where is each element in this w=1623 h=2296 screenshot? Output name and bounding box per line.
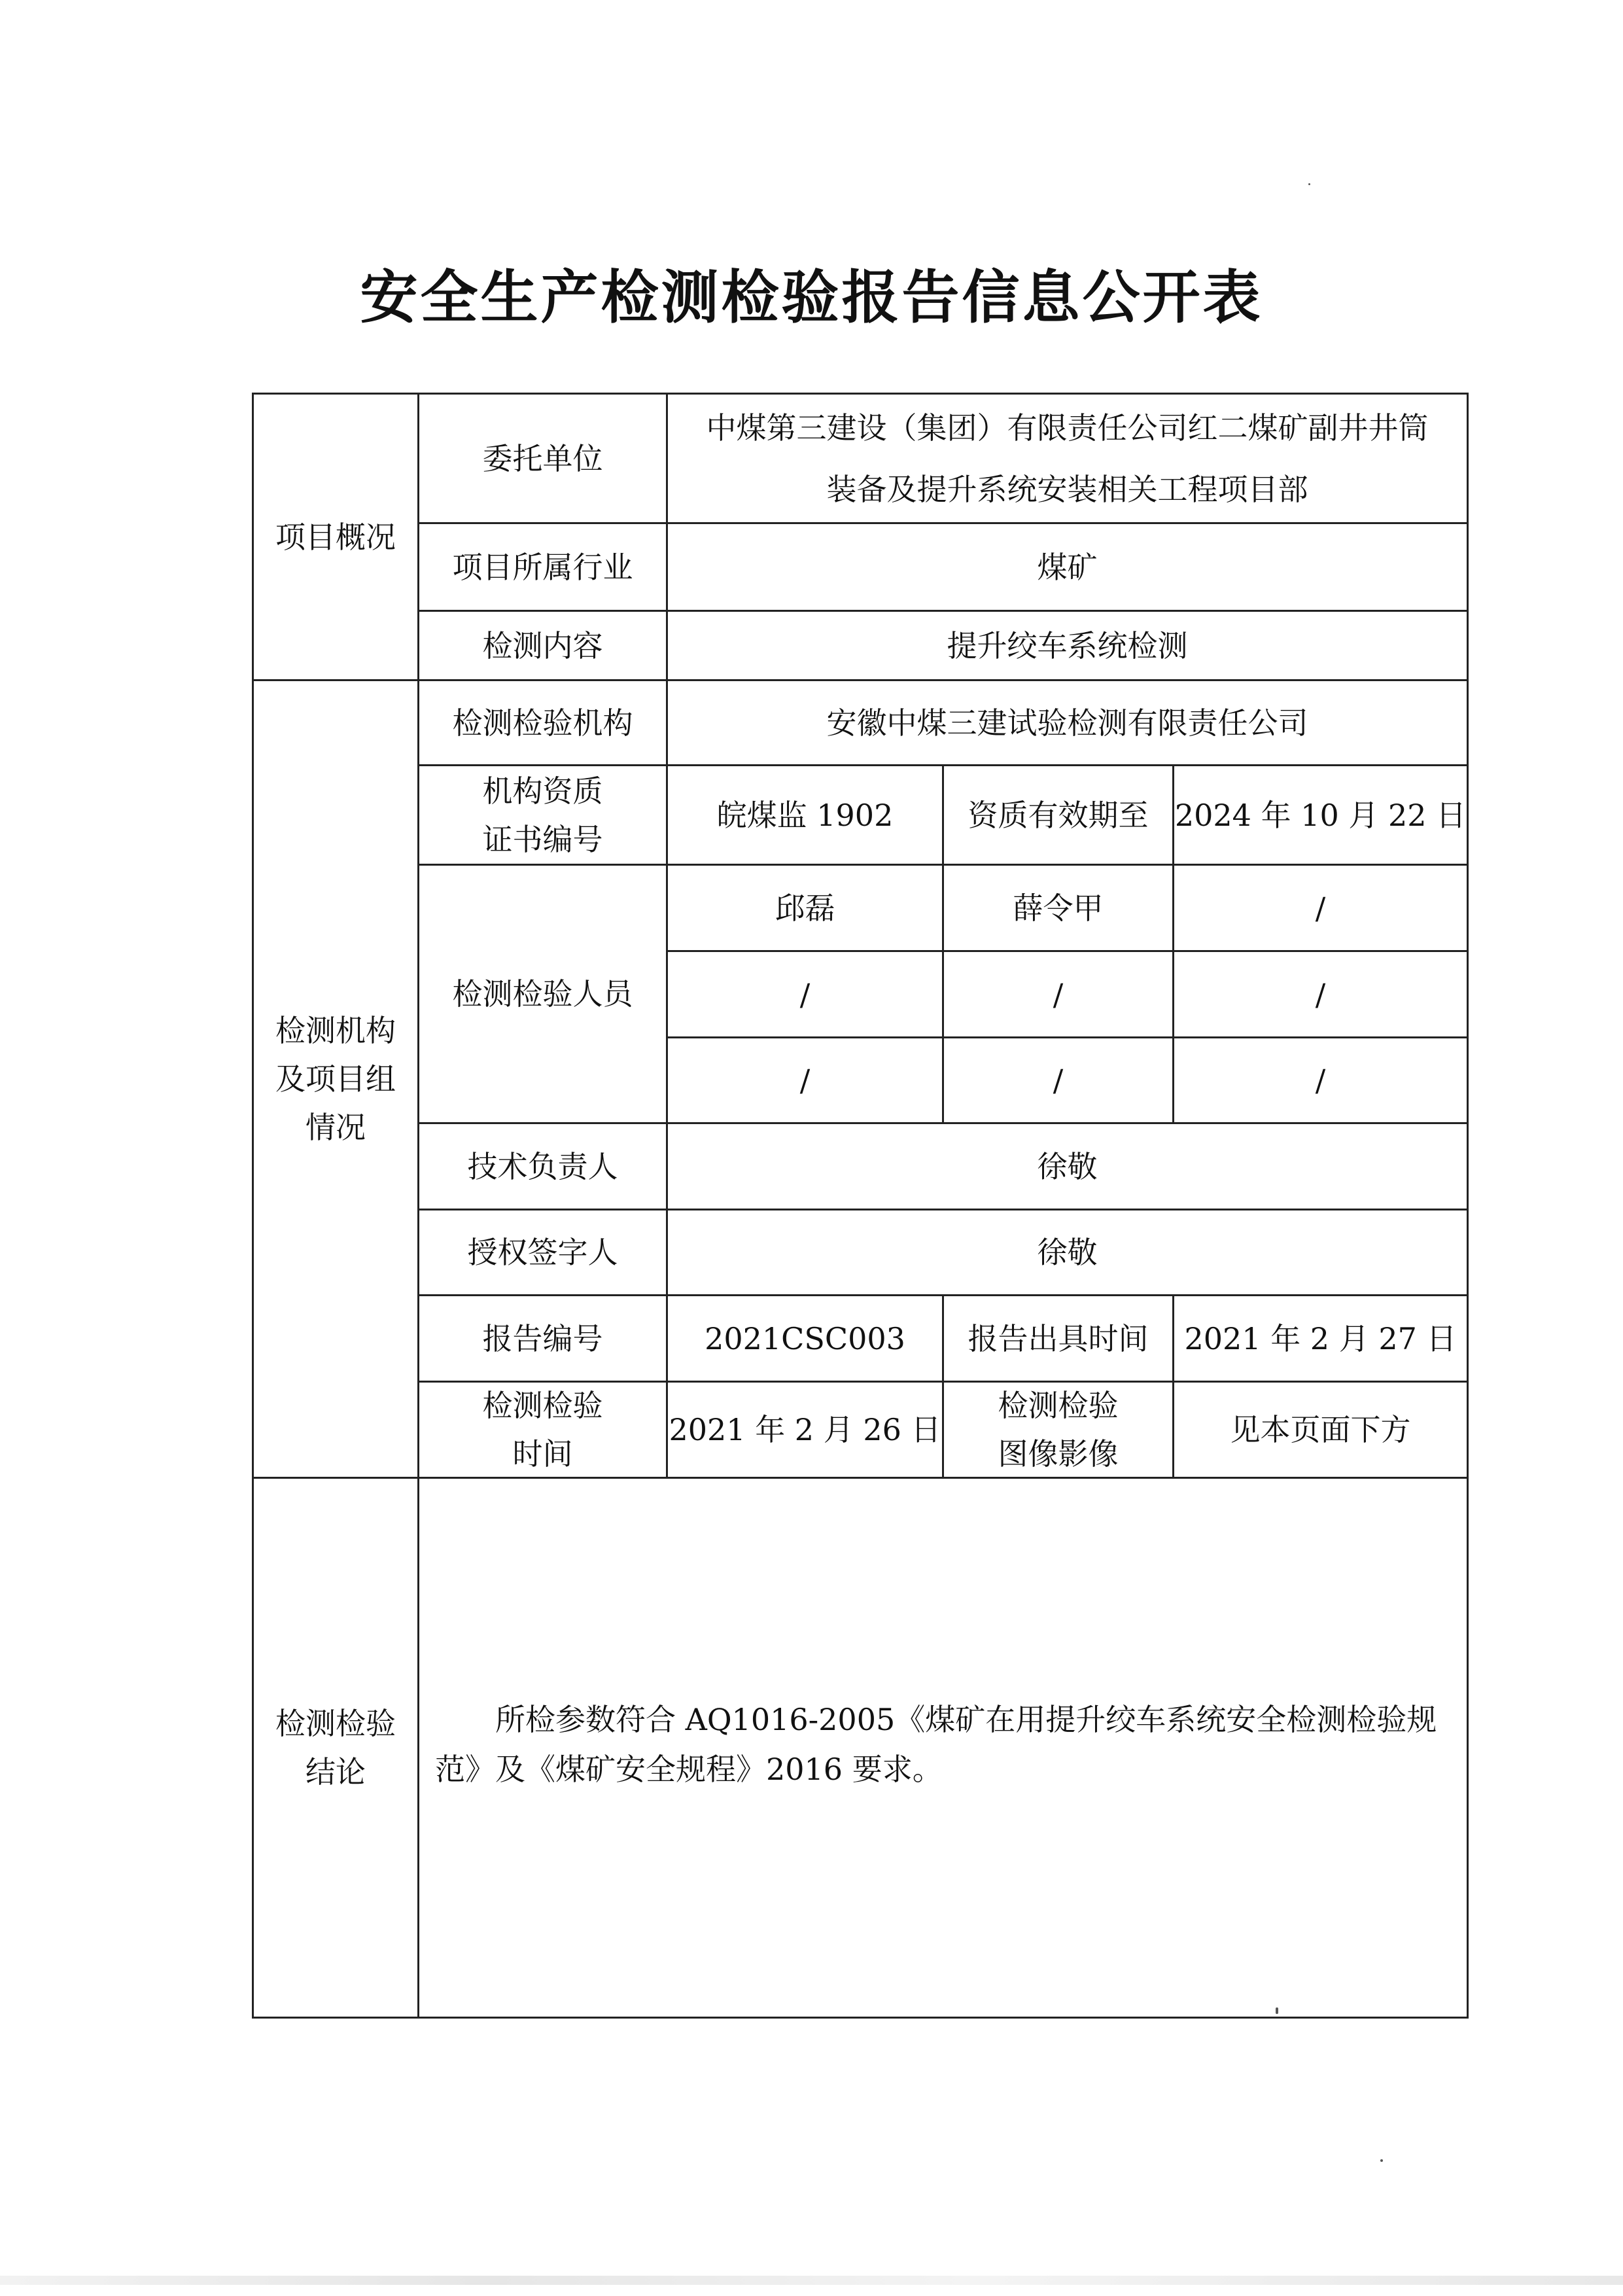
personnel-cell: 薛令甲 <box>1013 890 1104 926</box>
personnel-cell: / <box>1315 1063 1326 1098</box>
personnel-cell: 邱磊 <box>775 890 835 926</box>
personnel-cell: / <box>1053 976 1064 1012</box>
personnel-label: 检测检验人员 <box>452 976 633 1012</box>
industry-label: 项目所属行业 <box>452 549 633 585</box>
content-value: 提升绞车系统检测 <box>947 627 1188 663</box>
client-value-line2: 装备及提升系统安装相关工程项目部 <box>826 471 1308 507</box>
section-project-overview: 项目概况 <box>275 519 396 555</box>
validity-value: 2024 年 10 月 22 日 <box>1174 797 1467 833</box>
signatory-label: 授权签字人 <box>467 1235 618 1270</box>
conclusion-text: 所检参数符合 AQ1016-2005《煤矿在用提升绞车系统安全检测检验规范》及《煤矿安全规程》2016 要求。 <box>435 1702 1437 1787</box>
test-time-value: 2021 年 2 月 26 日 <box>669 1412 941 1447</box>
issue-time-value: 2021 年 2 月 27 日 <box>1184 1320 1457 1356</box>
client-value-line1: 中煤第三建设（集团）有限责任公司红二煤矿副井井筒 <box>706 410 1429 446</box>
signatory-value: 徐敬 <box>1037 1235 1098 1270</box>
industry-value: 煤矿 <box>1037 549 1098 585</box>
image-label: 检测检验 图像影像 <box>998 1388 1119 1472</box>
personnel-cell: / <box>1315 890 1326 926</box>
test-time-label: 检测检验 时间 <box>482 1388 603 1472</box>
section-org-team: 检测机构 及项目组 情况 <box>275 1013 396 1145</box>
page-title: 安全生产检测检验报告信息公开表 <box>360 264 1263 331</box>
cert-value: 皖煤监 1902 <box>716 797 894 833</box>
report-no-value: 2021CSC003 <box>705 1320 905 1356</box>
cert-label: 机构资质 证书编号 <box>482 773 603 857</box>
scan-speck <box>1276 2007 1278 2014</box>
personnel-cell: / <box>799 1063 811 1098</box>
agency-value: 安徽中煤三建试验检测有限责任公司 <box>826 705 1308 741</box>
personnel-cell: / <box>799 976 811 1012</box>
personnel-cell: / <box>1053 1063 1064 1098</box>
personnel-cell: / <box>1315 976 1326 1012</box>
scan-speck <box>1308 183 1310 185</box>
image-value: 见本页面下方 <box>1230 1412 1411 1447</box>
content-label: 检测内容 <box>482 627 603 663</box>
client-label: 委托单位 <box>482 440 603 476</box>
scan-edge <box>0 2276 1623 2285</box>
validity-label: 资质有效期至 <box>968 797 1149 833</box>
section-conclusion: 检测检验 结论 <box>275 1706 396 1790</box>
tech-lead-value: 徐敬 <box>1037 1148 1098 1184</box>
report-no-label: 报告编号 <box>482 1320 603 1356</box>
issue-time-label: 报告出具时间 <box>968 1320 1149 1356</box>
client-value <box>668 395 1467 522</box>
tech-lead-label: 技术负责人 <box>467 1148 618 1184</box>
agency-label: 检测检验机构 <box>452 705 633 741</box>
scan-speck <box>1380 2159 1383 2162</box>
